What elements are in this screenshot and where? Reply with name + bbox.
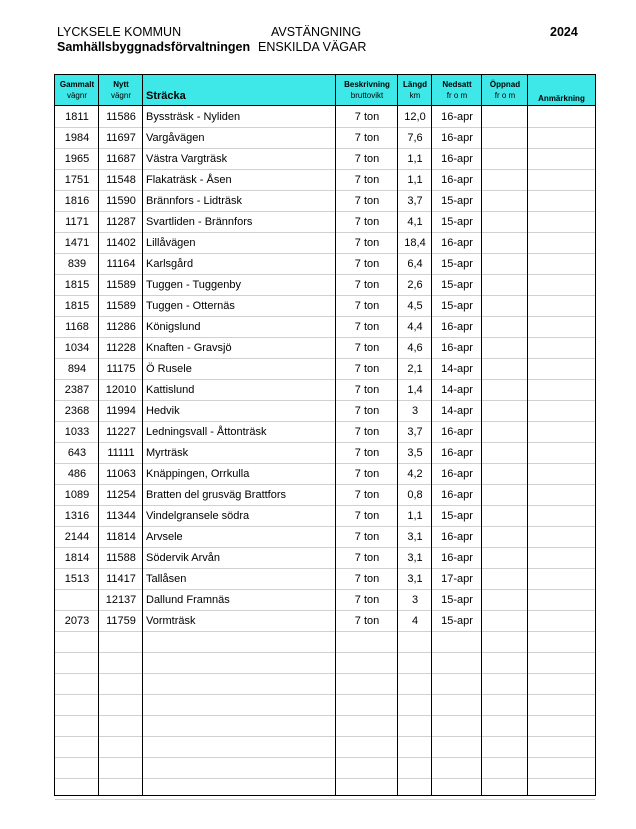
cell-nytt — [99, 695, 143, 716]
cell-nedsatt: 16-apr — [441, 237, 473, 249]
cell-stracka — [143, 779, 146, 800]
cell-langd: 3,7 — [407, 195, 423, 207]
cell-langd: 1,4 — [407, 384, 423, 396]
col-header-langd-sub: km — [409, 91, 421, 100]
cell-nedsatt: 16-apr — [441, 132, 473, 144]
cell-nytt: 11586 — [106, 111, 136, 123]
cell-stracka: Myrträsk — [146, 447, 189, 459]
cell-nytt — [99, 716, 143, 737]
table-row — [55, 212, 595, 233]
cell-nedsatt: 17-apr — [441, 573, 473, 585]
cell-stracka — [143, 632, 146, 653]
year-label: 2024 — [550, 25, 578, 39]
cell-beskrivning: 7 ton — [354, 174, 380, 186]
cell-langd: 3,5 — [407, 447, 423, 459]
col-header-nytt-sub: vägnr — [110, 91, 131, 100]
cell-gammalt: 1168 — [65, 321, 89, 333]
column-divider — [481, 75, 482, 795]
cell-langd: 4 — [411, 615, 419, 627]
cell-langd: 1,1 — [407, 153, 423, 165]
cell-nytt — [99, 737, 143, 758]
cell-nytt: 11759 — [106, 615, 136, 627]
cell-stracka: Bratten del grusväg Brattfors — [146, 489, 287, 501]
cell-stracka — [143, 758, 146, 779]
cell-nytt: 12010 — [105, 384, 137, 396]
cell-nedsatt: 14-apr — [441, 363, 473, 375]
cell-gammalt: 1034 — [64, 342, 90, 354]
cell-beskrivning: 7 ton — [354, 132, 380, 144]
cell-nedsatt — [432, 779, 482, 800]
col-header-gammalt-top: Gammalt — [59, 80, 95, 89]
col-header-langd — [398, 75, 432, 105]
table-row — [55, 359, 595, 380]
department-name: Samhällsbyggnadsförvaltningen — [57, 40, 251, 54]
table-row — [55, 170, 595, 191]
cell-nedsatt: 15-apr — [441, 300, 473, 312]
col-header-oppnad-sub: fr o m — [494, 91, 516, 100]
cell-nedsatt: 15-apr — [441, 216, 473, 228]
col-header-nedsatt — [432, 75, 482, 105]
cell-beskrivning: 7 ton — [354, 426, 380, 438]
cell-beskrivning — [336, 632, 398, 653]
cell-stracka: Vormträsk — [146, 615, 196, 627]
cell-beskrivning: 7 ton — [354, 594, 380, 606]
cell-nytt: 11111 — [107, 447, 135, 459]
table-row — [55, 296, 595, 317]
cell-langd — [398, 653, 432, 674]
cell-gammalt: 486 — [67, 468, 87, 480]
cell-stracka: Västra Vargträsk — [146, 153, 228, 165]
cell-stracka: Dallund Framnäs — [146, 594, 230, 606]
cell-stracka — [143, 737, 146, 758]
cell-beskrivning — [336, 653, 398, 674]
cell-gammalt: 2368 — [64, 405, 90, 417]
cell-gammalt: 1171 — [65, 216, 89, 228]
table-row — [55, 569, 595, 590]
cell-gammalt: 1984 — [64, 132, 90, 144]
cell-beskrivning: 7 ton — [354, 195, 380, 207]
cell-nytt: 11994 — [106, 405, 136, 417]
cell-nedsatt — [432, 653, 482, 674]
cell-beskrivning: 7 ton — [354, 321, 380, 333]
cell-langd: 3,1 — [407, 573, 423, 585]
cell-nedsatt: 16-apr — [441, 342, 473, 354]
cell-beskrivning — [336, 674, 398, 695]
table-row — [55, 128, 595, 149]
cell-nedsatt: 14-apr — [441, 405, 473, 417]
cell-stracka: Kattislund — [146, 384, 195, 396]
table-row — [55, 590, 595, 611]
table-row — [55, 422, 595, 443]
cell-nytt: 11548 — [106, 174, 136, 186]
cell-nytt: 11590 — [106, 195, 136, 207]
column-divider — [431, 75, 432, 795]
table-row — [55, 191, 595, 212]
cell-langd — [398, 632, 432, 653]
cell-nedsatt: 16-apr — [441, 321, 473, 333]
cell-langd — [398, 758, 432, 779]
cell-nytt: 11063 — [106, 468, 136, 480]
cell-beskrivning: 7 ton — [354, 363, 380, 375]
cell-langd: 3 — [411, 594, 419, 606]
cell-langd: 4,5 — [407, 300, 423, 312]
cell-nedsatt: 16-apr — [441, 468, 473, 480]
cell-beskrivning: 7 ton — [354, 615, 380, 627]
table-row — [55, 548, 595, 569]
col-header-nytt-top: Nytt — [113, 80, 129, 89]
cell-langd: 2,1 — [407, 363, 423, 375]
table-row — [55, 149, 595, 170]
cell-nedsatt: 16-apr — [441, 111, 473, 123]
col-header-gammalt — [55, 75, 99, 105]
cell-nedsatt: 16-apr — [441, 447, 473, 459]
cell-nytt: 11344 — [106, 510, 136, 522]
table-row — [55, 695, 595, 716]
table-row — [55, 485, 595, 506]
document-subtitle: ENSKILDA VÄGAR — [258, 40, 367, 54]
cell-nedsatt: 15-apr — [441, 615, 473, 627]
cell-nedsatt: 16-apr — [441, 489, 473, 501]
cell-langd — [398, 779, 432, 800]
table-row — [55, 107, 595, 128]
cell-stracka: Vindelgransele södra — [146, 510, 250, 522]
cell-nytt — [99, 632, 143, 653]
cell-nytt: 11254 — [106, 489, 136, 501]
road-closure-table — [54, 74, 596, 796]
cell-gammalt: 1033 — [64, 426, 90, 438]
cell-stracka — [143, 674, 146, 695]
cell-beskrivning: 7 ton — [354, 405, 380, 417]
cell-langd: 4,2 — [407, 468, 423, 480]
cell-nytt: 11175 — [106, 363, 136, 375]
cell-beskrivning: 7 ton — [354, 468, 380, 480]
cell-gammalt: 2144 — [64, 531, 90, 543]
cell-beskrivning — [336, 779, 398, 800]
cell-nytt: 11687 — [106, 153, 136, 165]
col-header-beskrivning — [336, 75, 398, 105]
table-row — [55, 653, 595, 674]
cell-nedsatt: 15-apr — [441, 258, 473, 270]
cell-nedsatt: 16-apr — [441, 174, 473, 186]
cell-nytt: 11287 — [106, 216, 136, 228]
cell-gammalt — [55, 716, 99, 737]
cell-langd: 1,1 — [407, 174, 423, 186]
cell-langd: 12,0 — [404, 111, 426, 123]
cell-beskrivning: 7 ton — [354, 447, 380, 459]
table-row — [55, 527, 595, 548]
cell-langd: 6,4 — [407, 258, 423, 270]
cell-stracka: Ledningsvall - Åttonträsk — [146, 426, 267, 438]
cell-nedsatt: 16-apr — [441, 531, 473, 543]
table-row — [55, 716, 595, 737]
cell-gammalt — [55, 653, 99, 674]
cell-stracka: Ö Rusele — [146, 363, 192, 375]
cell-langd — [398, 716, 432, 737]
cell-stracka: Karlsgård — [146, 258, 194, 270]
cell-langd — [398, 737, 432, 758]
cell-nedsatt: 16-apr — [441, 552, 473, 564]
cell-beskrivning: 7 ton — [354, 153, 380, 165]
table-row — [55, 254, 595, 275]
table-row — [55, 233, 595, 254]
cell-beskrivning: 7 ton — [354, 111, 380, 123]
cell-beskrivning: 7 ton — [354, 258, 380, 270]
cell-gammalt: 1811 — [65, 111, 89, 123]
cell-langd — [398, 695, 432, 716]
cell-langd: 18,4 — [404, 237, 426, 249]
cell-nytt: 11228 — [106, 342, 136, 354]
cell-gammalt: 894 — [67, 363, 87, 375]
cell-gammalt: 2073 — [64, 615, 90, 627]
column-divider — [335, 75, 336, 795]
cell-stracka: Hedvik — [146, 405, 180, 417]
cell-gammalt: 1751 — [64, 174, 90, 186]
cell-stracka — [143, 716, 146, 737]
cell-nytt: 12137 — [105, 594, 137, 606]
cell-stracka — [143, 695, 146, 716]
cell-langd: 4,6 — [407, 342, 423, 354]
cell-nedsatt: 15-apr — [441, 510, 473, 522]
cell-beskrivning: 7 ton — [354, 342, 380, 354]
col-header-nedsatt-sub: fr o m — [446, 91, 468, 100]
table-row — [55, 317, 595, 338]
cell-gammalt: 1815 — [64, 279, 90, 291]
cell-stracka: Tallåsen — [146, 573, 187, 585]
table-row — [55, 380, 595, 401]
col-header-stracka: Sträcka — [146, 90, 186, 102]
table-row — [55, 779, 595, 800]
cell-langd: 4,1 — [407, 216, 423, 228]
cell-stracka: Svartliden - Brännfors — [146, 216, 253, 228]
cell-nedsatt — [432, 674, 482, 695]
cell-gammalt — [55, 695, 99, 716]
cell-gammalt: 1471 — [64, 237, 90, 249]
cell-nedsatt: 15-apr — [441, 594, 473, 606]
cell-langd: 0,8 — [407, 489, 423, 501]
column-divider — [98, 75, 99, 795]
cell-beskrivning: 7 ton — [354, 510, 380, 522]
cell-nytt — [99, 674, 143, 695]
cell-beskrivning — [336, 716, 398, 737]
cell-nytt: 11227 — [106, 426, 136, 438]
col-header-nedsatt-top: Nedsatt — [442, 80, 472, 89]
cell-stracka: Knaften - Gravsjö — [146, 342, 232, 354]
cell-nytt — [99, 653, 143, 674]
cell-gammalt: 839 — [67, 258, 87, 270]
cell-langd: 7,6 — [407, 132, 423, 144]
cell-nytt: 11164 — [106, 258, 136, 270]
cell-gammalt — [55, 590, 99, 611]
cell-langd: 2,6 — [407, 279, 423, 291]
cell-nedsatt: 16-apr — [441, 426, 473, 438]
cell-stracka — [143, 653, 146, 674]
cell-beskrivning: 7 ton — [354, 279, 380, 291]
table-row — [55, 758, 595, 779]
col-header-nytt — [99, 75, 143, 105]
cell-gammalt: 1965 — [64, 153, 90, 165]
cell-nytt: 11589 — [106, 279, 136, 291]
cell-nytt: 11589 — [106, 300, 136, 312]
cell-nedsatt — [432, 758, 482, 779]
cell-nytt: 11402 — [106, 237, 136, 249]
table-row — [55, 464, 595, 485]
table-row — [55, 443, 595, 464]
cell-stracka: Lillåvägen — [146, 237, 196, 249]
cell-stracka: Arvsele — [146, 531, 183, 543]
cell-langd — [398, 674, 432, 695]
cell-langd: 3,7 — [407, 426, 423, 438]
table-row — [55, 611, 595, 632]
cell-stracka: Södervik Arvån — [146, 552, 220, 564]
document-title: AVSTÄNGNING — [271, 25, 362, 39]
cell-beskrivning: 7 ton — [354, 489, 380, 501]
col-header-oppnad-top: Öppnad — [489, 80, 521, 89]
col-header-langd-top: Längd — [403, 80, 427, 89]
cell-gammalt — [55, 632, 99, 653]
cell-gammalt: 643 — [67, 447, 87, 459]
table-row — [55, 674, 595, 695]
cell-nytt: 11697 — [106, 132, 136, 144]
cell-gammalt: 1316 — [64, 510, 90, 522]
cell-beskrivning: 7 ton — [354, 531, 380, 543]
cell-beskrivning: 7 ton — [354, 300, 380, 312]
cell-nedsatt — [432, 632, 482, 653]
cell-beskrivning: 7 ton — [354, 384, 380, 396]
cell-beskrivning — [336, 695, 398, 716]
cell-langd: 3,1 — [407, 552, 423, 564]
cell-gammalt: 1089 — [64, 489, 90, 501]
cell-nytt: 11588 — [106, 552, 136, 564]
cell-gammalt — [55, 758, 99, 779]
cell-langd: 4,4 — [407, 321, 423, 333]
table-row — [55, 632, 595, 653]
cell-nedsatt — [432, 737, 482, 758]
cell-stracka: Flakaträsk - Åsen — [146, 174, 232, 186]
col-header-beskrivning-top: Beskrivning — [344, 80, 390, 89]
cell-beskrivning — [336, 737, 398, 758]
cell-stracka: Tuggen - Tuggenby — [146, 279, 241, 291]
table-header — [55, 75, 595, 106]
table-row — [55, 401, 595, 422]
table-row — [55, 338, 595, 359]
cell-stracka: Knäppingen, Orrkulla — [146, 468, 250, 480]
cell-gammalt: 1814 — [64, 552, 90, 564]
cell-gammalt: 2387 — [64, 384, 90, 396]
cell-stracka: Vargåvägen — [146, 132, 205, 144]
cell-nytt — [99, 758, 143, 779]
col-header-beskrivning-sub: bruttovikt — [350, 91, 384, 100]
cell-beskrivning: 7 ton — [354, 573, 380, 585]
cell-beskrivning: 7 ton — [354, 216, 380, 228]
cell-stracka: Byssträsk - Nyliden — [146, 111, 241, 123]
cell-gammalt: 1513 — [64, 573, 90, 585]
column-divider — [142, 75, 143, 795]
cell-nytt: 11286 — [106, 321, 136, 333]
cell-beskrivning: 7 ton — [354, 552, 380, 564]
col-header-anmarkning: Anmärkning — [538, 94, 585, 103]
cell-gammalt: 1816 — [64, 195, 90, 207]
org-name: LYCKSELE KOMMUN — [57, 25, 182, 39]
table-row — [55, 275, 595, 296]
cell-beskrivning — [336, 758, 398, 779]
column-divider — [397, 75, 398, 795]
cell-langd: 1,1 — [407, 510, 423, 522]
cell-nedsatt — [432, 716, 482, 737]
cell-nedsatt: 15-apr — [441, 279, 473, 291]
cell-nedsatt: 15-apr — [441, 195, 473, 207]
cell-stracka: Tuggen - Otternäs — [146, 300, 235, 312]
cell-stracka: Königslund — [146, 321, 201, 333]
cell-gammalt — [55, 737, 99, 758]
col-header-oppnad — [482, 75, 528, 105]
cell-gammalt — [55, 779, 99, 800]
cell-nytt: 11814 — [106, 531, 136, 543]
table-row — [55, 506, 595, 527]
column-divider — [527, 75, 528, 795]
cell-langd: 3 — [411, 405, 419, 417]
cell-langd: 3,1 — [407, 531, 423, 543]
cell-nedsatt: 14-apr — [441, 384, 473, 396]
cell-nedsatt: 16-apr — [441, 153, 473, 165]
table-row — [55, 737, 595, 758]
cell-nedsatt — [432, 695, 482, 716]
col-header-gammalt-sub: vägnr — [66, 91, 87, 100]
cell-stracka: Brännfors - Lidträsk — [146, 195, 242, 207]
cell-gammalt — [55, 674, 99, 695]
cell-nytt: 11417 — [106, 573, 136, 585]
cell-gammalt: 1815 — [64, 300, 90, 312]
cell-nytt — [99, 779, 143, 800]
cell-beskrivning: 7 ton — [354, 237, 380, 249]
